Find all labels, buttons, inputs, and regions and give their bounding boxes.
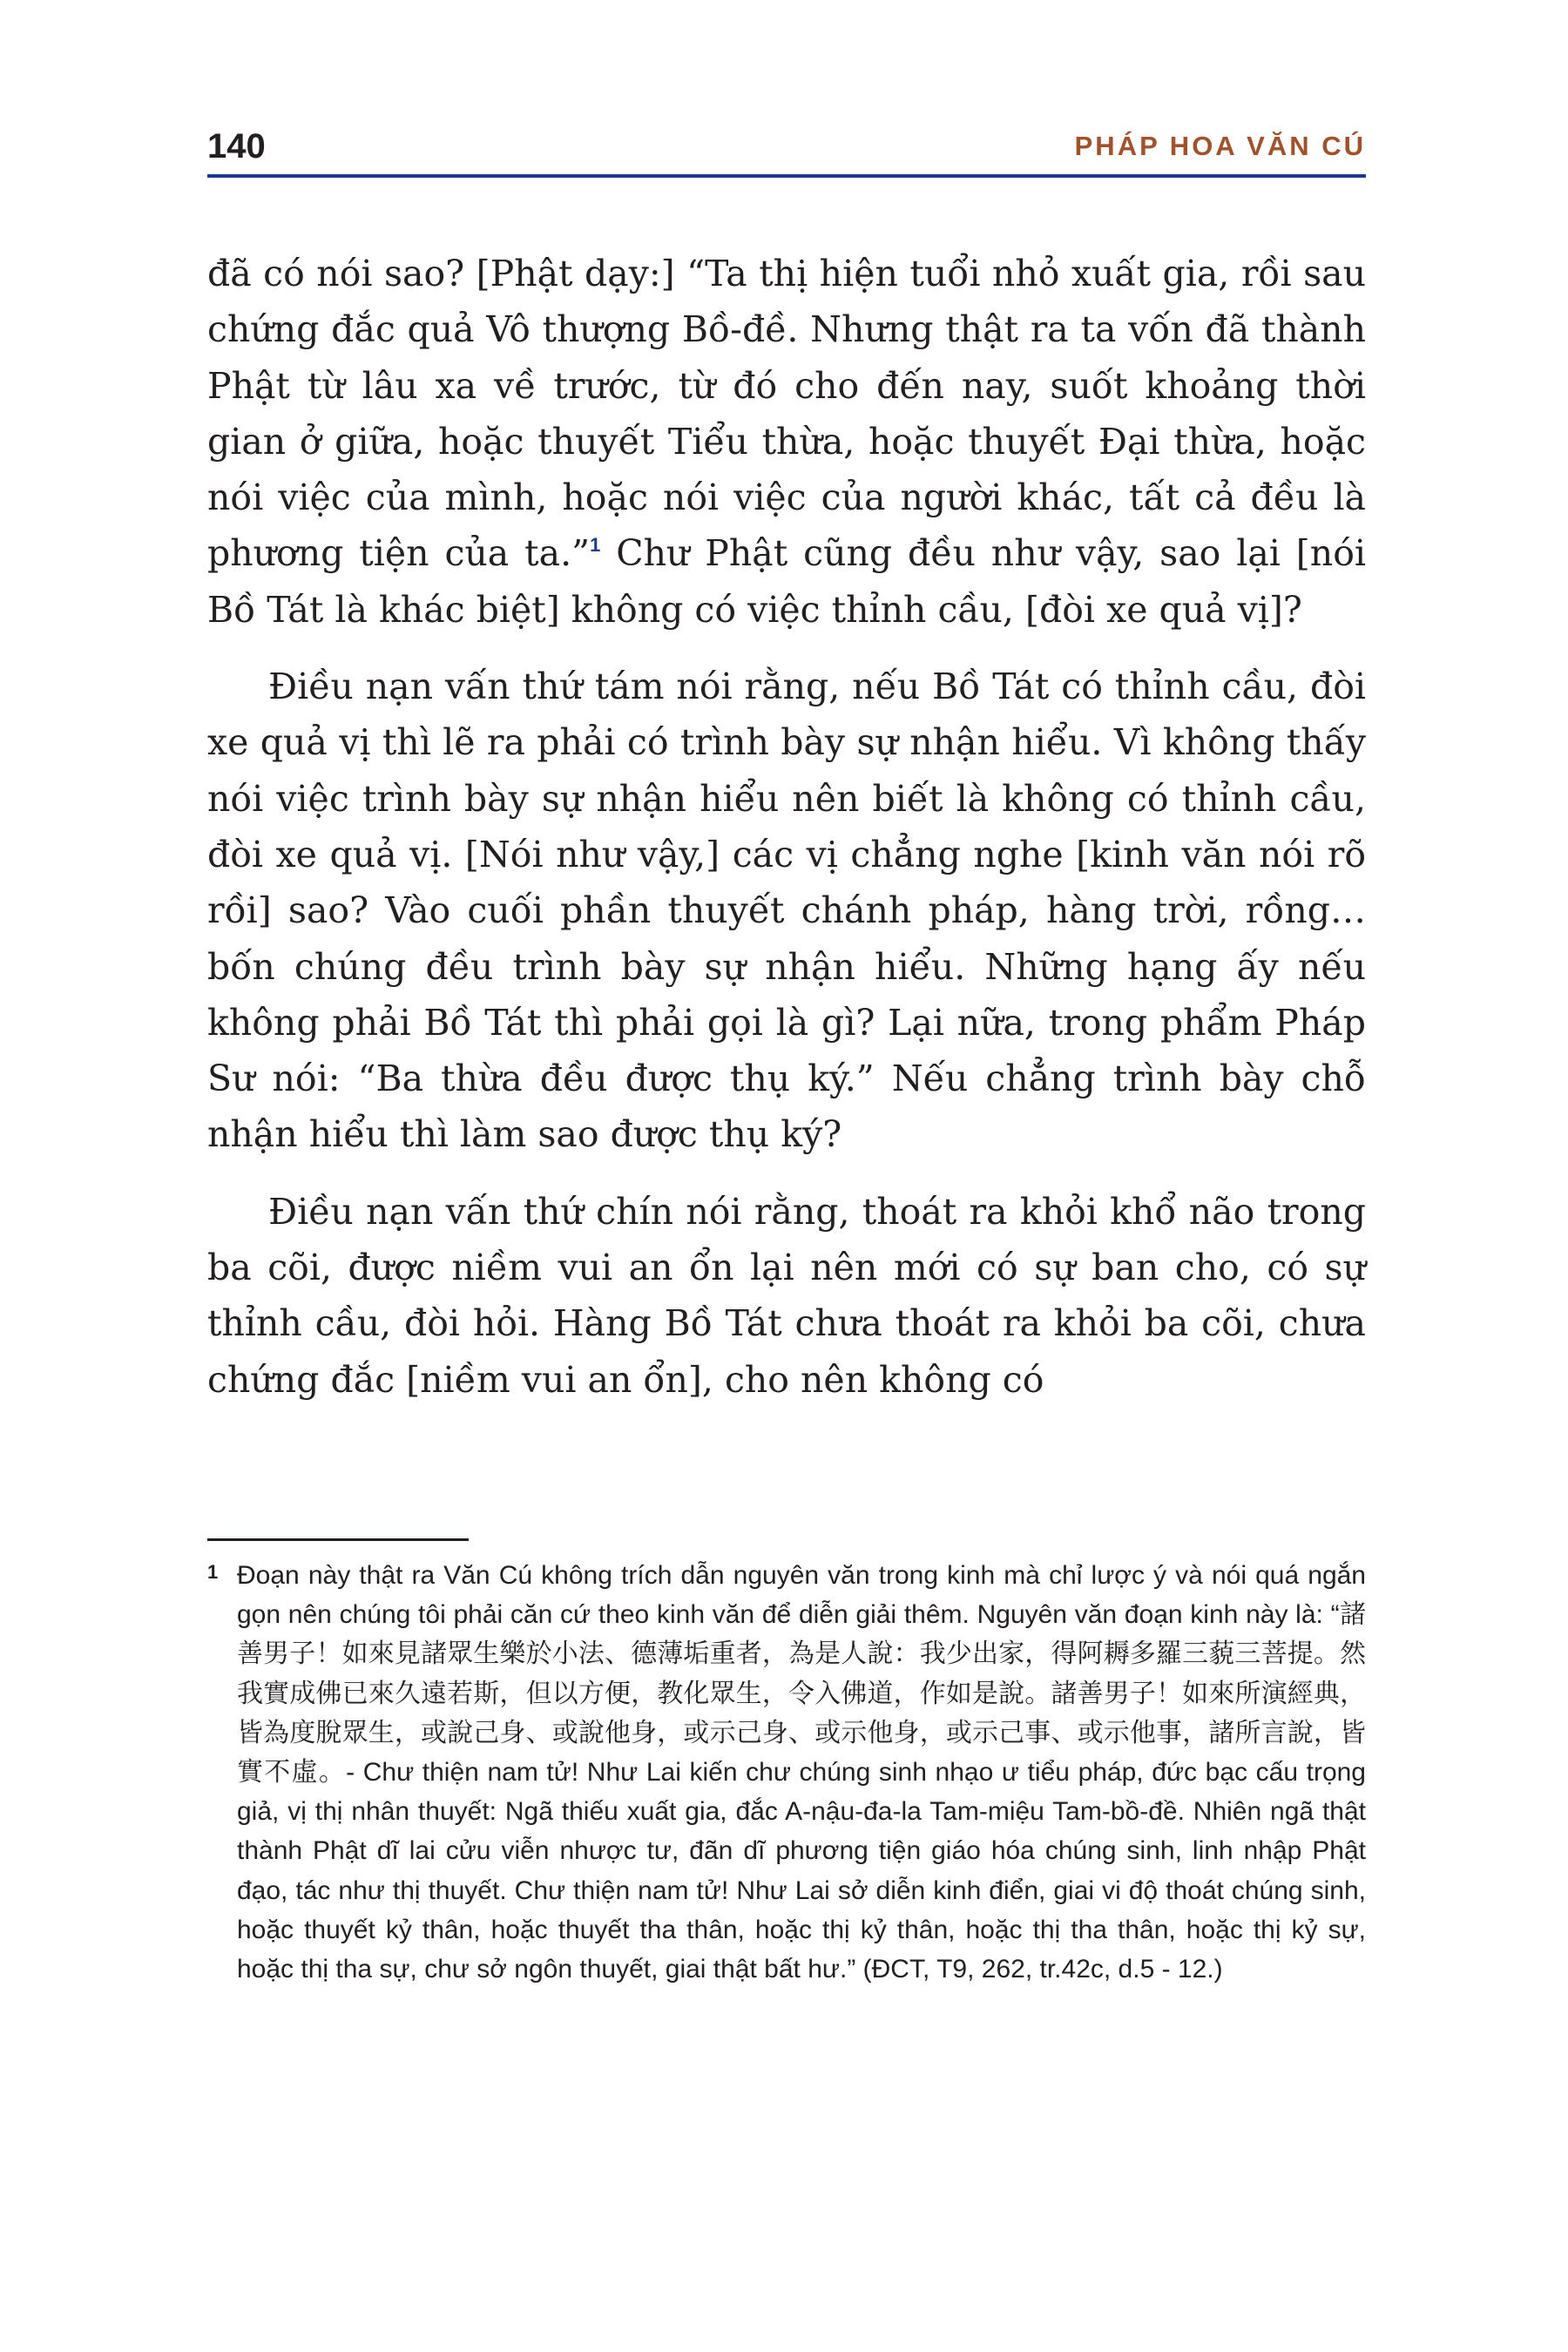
paragraph-1-text: đã có nói sao? [Phật dạy:] “Ta thị hiện tuổi nhỏ xuất gia, rồi sau chứng đắc quả Vô thượng Bồ-đề. Nhưng thật ra ta vốn đã thành Phật từ lâu xa về trước, từ đó cho đến nay, suốt khoảng thời gian ở giữa, hoặc thuyết Tiểu thừa, hoặc thuyết Đại thừa, hoặc nói việc của mình, hoặc nói việc của người khác, tất cả đều là phương tiện của ta.” xyxy=(207,253,1366,575)
footnote-divider xyxy=(207,1538,469,1541)
paragraph-2: Điều nạn vấn thứ tám nói rằng, nếu Bồ Tát có thỉnh cầu, đòi xe quả vị thì lẽ ra phải có trình bày sự nhận hiểu. Vì không thấy nói việc trình bày sự nhận hiểu nên biết là không có thỉnh cầu, đòi xe quả vị. [Nói như vậy,] các vị chẳng nghe [kinh văn nói rõ rồi] sao? Vào cuối phần thuyết chánh pháp, hàng trời, rồng… bốn chúng đều trình bày sự nhận hiểu. Những hạng ấy nếu không phải Bồ Tát thì phải gọi là gì? Lại nữa, trong phẩm Pháp Sư nói: “Ba thừa đều được thụ ký.” Nếu chẳng trình bày chỗ nhận hiểu thì làm sao được thụ ký? xyxy=(207,666,1366,1156)
running-title: PHÁP HOA VĂN CÚ xyxy=(1074,131,1366,161)
header-rule xyxy=(207,174,1366,178)
paragraph-3: Điều nạn vấn thứ chín nói rằng, thoát ra khỏi khổ não trong ba cõi, được niềm vui an ổn lại nên mới có sự ban cho, có sự thỉnh cầu, đòi hỏi. Hàng Bồ Tát chưa thoát ra khỏi ba cõi, chưa chứng đắc [niềm vui an ổn], cho nên không có xyxy=(207,1190,1366,1401)
paragraph-1-text-continued: Chư Phật cũng đều như vậy, sao lại [nói Bồ Tát là khác biệt] không có việc thỉnh cầu, [đòi xe quả vị]? xyxy=(207,532,1366,631)
footnote-1 xyxy=(207,1556,1366,1989)
paragraph-1 xyxy=(207,246,1366,638)
footnotes xyxy=(207,1556,1366,1989)
page-header xyxy=(207,120,1366,178)
page-number: 140 xyxy=(207,127,266,166)
footnote-reference[interactable]: 1 xyxy=(590,534,601,557)
footnote-marker: 1 xyxy=(207,1561,219,1583)
main-text xyxy=(207,246,1366,1429)
footnote-text: Đoạn này thật ra Văn Cú không trích dẫn nguyên văn trong kinh mà chỉ lược ý và nói quá ngắn gọn nên chúng tôi phải căn cứ theo kinh văn để diễn giải thêm. Nguyên văn đoạn kinh này là: “諸善男子！如來見諸眾生樂於小法、德薄垢重者，為是人說：我少出家，得阿耨多羅三藐三菩提。然我實成佛已來久遠若斯，但以方便，教化眾生，令入佛道，作如是說。諸善男子！如來所演經典，皆為度脫眾生，或說己身、或說他身，或示己身、或示他身，或示己事、或示他事，諸所言說，皆實不虛。- Chư thiện nam tử! Như Lai kiến chư chúng sinh nhạo ư tiểu pháp, đức bạc cấu trọng giả, vị thị nhân thuyết: Ngã thiếu xuất gia, đắc A-nậu-đa-la Tam-miệu Tam-bồ-đề. Nhiên ngã thật thành Phật dĩ lai cửu viễn nhược tư, đãn dĩ phương tiện giáo hóa chúng sinh, linh nhập Phật đạo, tác như thị thuyết. Chư thiện nam tử! Như Lai sở diễn kinh điển, giai vi độ thoát chúng sinh, hoặc thuyết kỷ thân, hoặc thuyết tha thân, hoặc thị kỷ thân, hoặc thị tha thân, hoặc thị kỷ sự, hoặc thị tha sự, chư sở ngôn thuyết, giai thật bất hư.” (ĐCT, T9, 262, tr.42c, d.5 - 12.) xyxy=(237,1561,1366,1984)
